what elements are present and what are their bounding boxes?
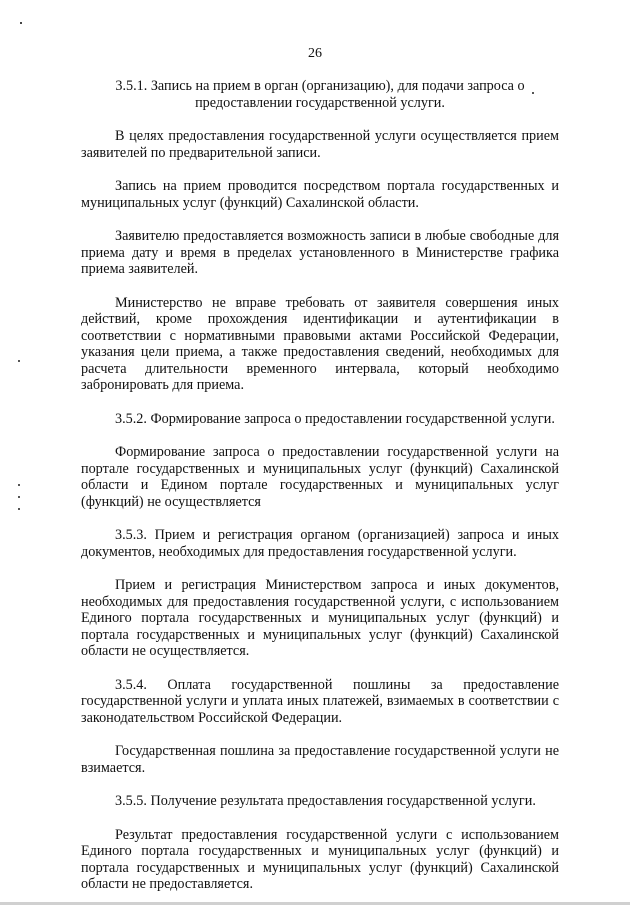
scan-mark: [18, 360, 20, 362]
paragraph: Заявителю предоставляется возможность записи в любые свободные для приема дату и время в пределах установленного в Министерстве графика приема заявителей.: [81, 228, 559, 277]
section-heading-3-5-4: 3.5.4. Оплата государственной пошлины за предоставление государственной услуги и уплата иных платежей, взимаемых в соответствии с законодательством Российской Федерации.: [81, 676, 559, 726]
page-number: 26: [308, 46, 322, 61]
document-body: [81, 78, 559, 910]
paragraph: Результат предоставления государственной услуги с использованием Единого портала государственных и муниципальных услуг (функций) и портала государственных и муниципальных услуг (функций) Сахалинской области не предоставляется.: [81, 826, 559, 892]
scan-mark: [20, 22, 22, 24]
section-heading-3-5-5: 3.5.5. Получение результата предоставления государственной услуги.: [115, 793, 536, 809]
scan-mark: [18, 496, 20, 498]
scan-mark: [532, 92, 534, 94]
scan-mark: [18, 508, 20, 510]
section-heading-3-5-1: 3.5.1. Запись на прием в орган (организацию), для подачи запроса о предоставлении государственной услуги.: [115, 78, 525, 111]
section-heading-3-5-3: 3.5.3. Прием и регистрация органом (организацией) запроса и иных документов, необходимых для предоставления государственной услуги.: [81, 527, 559, 560]
section-heading-3-5-2: 3.5.2. Формирование запроса о предоставлении государственной услуги.: [115, 410, 555, 427]
paragraph: Министерство не вправе требовать от заявителя совершения иных действий, кроме прохождения идентификации и аутентификации в соответствии с нормативными правовыми актами Российской Федерации, указания цели приема, а также предоставления сведений, необходимых для расчета длительности временного интервала, который необходимо забронировать для приема.: [81, 294, 559, 393]
paragraph: Формирование запроса о предоставлении государственной услуги на портале государственных и муниципальных услуг (функций) Сахалинской области и Едином портале государственных и муниципальных услуг (функций) не осуществляется: [81, 444, 559, 510]
paragraph: Запись на прием проводится посредством портала государственных и муниципальных услуг (функций) Сахалинской области.: [81, 178, 559, 211]
scan-mark: [18, 484, 20, 486]
paragraph: Государственная пошлина за предоставление государственной услуги не взимается.: [81, 743, 559, 776]
paragraph: В целях предоставления государственной услуги осуществляется прием заявителей по предварительной записи.: [81, 128, 559, 161]
paragraph: Прием и регистрация Министерством запроса и иных документов, необходимых для предоставления государственной услуги, с использованием Единого портала государственных и муниципальных услуг (функций) и портала государственных и муниципальных услуг (функций) Сахалинской области не осуществляется.: [81, 577, 559, 659]
